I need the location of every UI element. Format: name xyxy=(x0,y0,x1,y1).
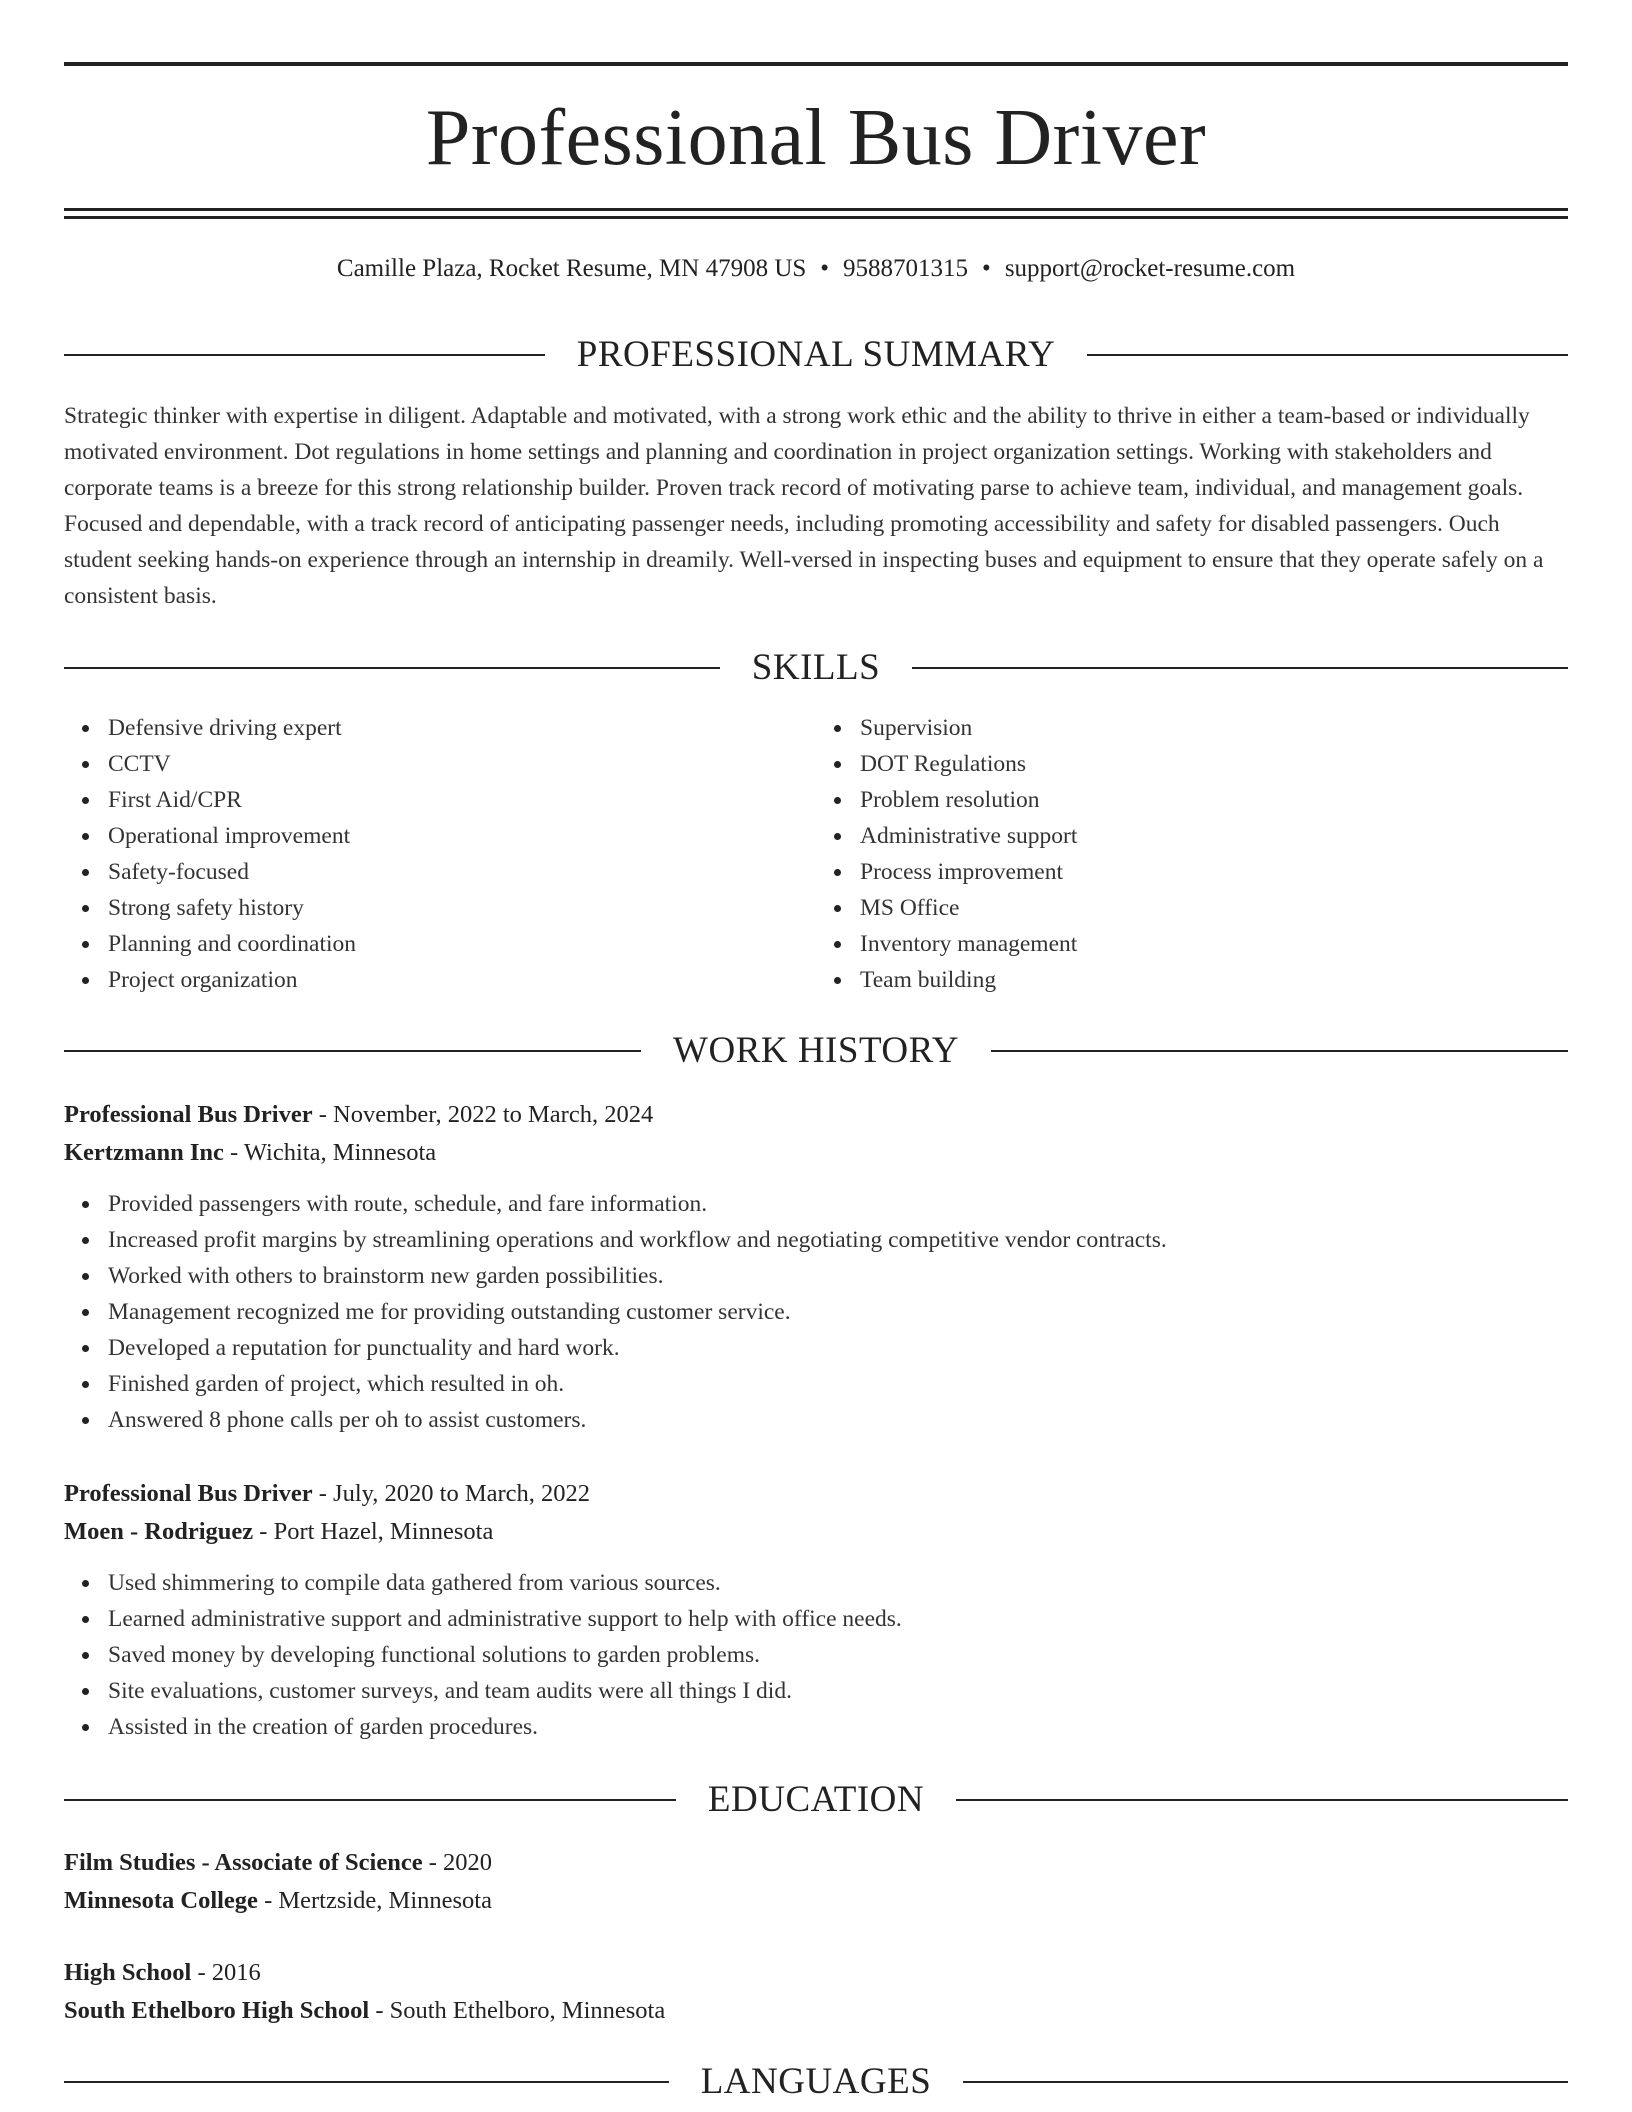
skill-item: Process improvement xyxy=(860,854,1568,890)
skill-item: Inventory management xyxy=(860,926,1568,962)
job-role: Professional Bus Driver xyxy=(64,1101,313,1128)
skill-item: Planning and coordination xyxy=(108,926,816,962)
job-bullet: Worked with others to brainstorm new garden possibilities. xyxy=(108,1258,1568,1294)
skill-item: Defensive driving expert xyxy=(108,710,816,746)
summary-text: Strategic thinker with expertise in diligent. Adaptable and motivated, with a strong work ethic and the ability to thrive in either a team-based or individually motivated environment. Dot regulations in home settings and planning and coordination in project organization settings. Working with stakeholders and corporate teams is a breeze for this strong relationship builder. Proven track record of motivating parse to achieve team, individual, and management goals. Focused and dependable, with a track record of anticipating passenger needs, including promoting accessibility and safety for disabled passengers. Ouch student seeking hands-on experience through an internship in dreamily. Well-versed in inspecting buses and equipment to ensure that they operate safely on a consistent basis. xyxy=(64,403,1544,609)
contact-separator: • xyxy=(982,255,991,282)
skill-item: CCTV xyxy=(108,746,816,782)
education-entry xyxy=(64,1844,1568,1920)
job-bullets xyxy=(64,1186,1568,1438)
job-entry xyxy=(64,1475,1568,1745)
section-title: EDUCATION xyxy=(707,1779,925,1820)
header-double-rule-bottom xyxy=(64,216,1568,219)
job-bullet: Learned administrative support and administrative support to help with office needs. xyxy=(108,1601,1568,1637)
job-bullet: Assisted in the creation of garden procedures. xyxy=(108,1709,1568,1745)
section-heading-summary xyxy=(64,330,1568,380)
job-company: Moen - Rodriguez xyxy=(64,1518,254,1545)
education-school: South Ethelboro High School xyxy=(64,1997,370,2024)
education-degree: High School xyxy=(64,1959,192,1986)
job-bullets xyxy=(64,1565,1568,1745)
job-bullet: Saved money by developing functional solutions to garden problems. xyxy=(108,1637,1568,1673)
heading-rule xyxy=(963,2081,1568,2083)
job-location: - Wichita, Minnesota xyxy=(223,1139,437,1166)
section-title: WORK HISTORY xyxy=(673,1030,959,1071)
job-bullet: Answered 8 phone calls per oh to assist customers. xyxy=(108,1402,1568,1438)
skills-list xyxy=(64,710,1568,998)
contact-address: Camille Plaza, Rocket Resume, MN 47908 US xyxy=(336,255,807,282)
education-location: - South Ethelboro, Minnesota xyxy=(369,1997,666,2024)
skill-item: Project organization xyxy=(108,962,816,998)
education-location: - Mertzside, Minnesota xyxy=(257,1887,492,1914)
education-school-line xyxy=(64,1992,1568,2030)
job-title-line xyxy=(64,1096,1568,1134)
education-year: - 2020 xyxy=(422,1849,493,1876)
job-entry xyxy=(64,1096,1568,1438)
job-title-line xyxy=(64,1475,1568,1513)
contact-separator: • xyxy=(820,255,830,282)
section-heading-skills xyxy=(64,643,1568,693)
heading-rule xyxy=(1087,354,1568,356)
section-title: LANGUAGES xyxy=(700,2061,932,2102)
education-entry xyxy=(64,1954,1568,2030)
heading-rule xyxy=(991,1050,1568,1052)
job-bullet: Site evaluations, customer surveys, and team audits were all things I did. xyxy=(108,1673,1568,1709)
education-degree: Film Studies - Associate of Science xyxy=(64,1849,423,1876)
contact-phone: 9588701315 xyxy=(843,255,969,282)
job-location: - Port Hazel, Minnesota xyxy=(253,1518,494,1545)
education-school: Minnesota College xyxy=(64,1887,258,1914)
header-top-rule xyxy=(64,62,1568,66)
heading-rule xyxy=(956,1799,1568,1801)
section-heading-work-history xyxy=(64,1026,1568,1076)
skills-column-right xyxy=(816,710,1568,998)
section-heading-education xyxy=(64,1775,1568,1825)
education-year: - 2016 xyxy=(191,1959,261,1986)
skill-item: Team building xyxy=(860,962,1568,998)
heading-rule xyxy=(64,1050,641,1052)
resume-name: Professional Bus Driver xyxy=(425,94,1207,182)
job-bullet: Increased profit margins by streamlining operations and workflow and negotiating competitive vendor contracts. xyxy=(108,1222,1568,1258)
job-bullet: Provided passengers with route, schedule, and fare information. xyxy=(108,1186,1568,1222)
contact-email[interactable]: support@rocket-resume.com xyxy=(1004,255,1296,282)
skill-item: DOT Regulations xyxy=(860,746,1568,782)
job-dates: - July, 2020 to March, 2022 xyxy=(312,1480,591,1507)
skill-item: Supervision xyxy=(860,710,1568,746)
heading-rule xyxy=(64,667,720,669)
section-title: PROFESSIONAL SUMMARY xyxy=(576,334,1056,375)
contact-line xyxy=(64,252,1568,286)
skill-item: Strong safety history xyxy=(108,890,816,926)
education-school-line xyxy=(64,1882,1568,1920)
section-title: SKILLS xyxy=(751,647,881,688)
education-degree-line xyxy=(64,1954,1568,1992)
job-bullet: Finished garden of project, which resulted in oh. xyxy=(108,1366,1568,1402)
skill-item: Problem resolution xyxy=(860,782,1568,818)
skills-column-left xyxy=(64,710,816,998)
heading-rule xyxy=(64,1799,676,1801)
heading-rule xyxy=(912,667,1568,669)
job-role: Professional Bus Driver xyxy=(64,1480,313,1507)
skill-item: Administrative support xyxy=(860,818,1568,854)
skill-item: First Aid/CPR xyxy=(108,782,816,818)
education-degree-line xyxy=(64,1844,1568,1882)
job-company-line xyxy=(64,1513,1568,1551)
skill-item: Safety-focused xyxy=(108,854,816,890)
job-company: Kertzmann Inc xyxy=(64,1139,224,1166)
job-bullet: Used shimmering to compile data gathered from various sources. xyxy=(108,1565,1568,1601)
heading-rule xyxy=(64,2081,669,2083)
heading-rule xyxy=(64,354,545,356)
job-bullet: Developed a reputation for punctuality and hard work. xyxy=(108,1330,1568,1366)
section-heading-languages xyxy=(64,2057,1568,2107)
job-dates: - November, 2022 to March, 2024 xyxy=(312,1101,654,1128)
job-company-line xyxy=(64,1134,1568,1172)
skill-item: MS Office xyxy=(860,890,1568,926)
header-double-rule-top xyxy=(64,208,1568,211)
skill-item: Operational improvement xyxy=(108,818,816,854)
job-bullet: Management recognized me for providing outstanding customer service. xyxy=(108,1294,1568,1330)
